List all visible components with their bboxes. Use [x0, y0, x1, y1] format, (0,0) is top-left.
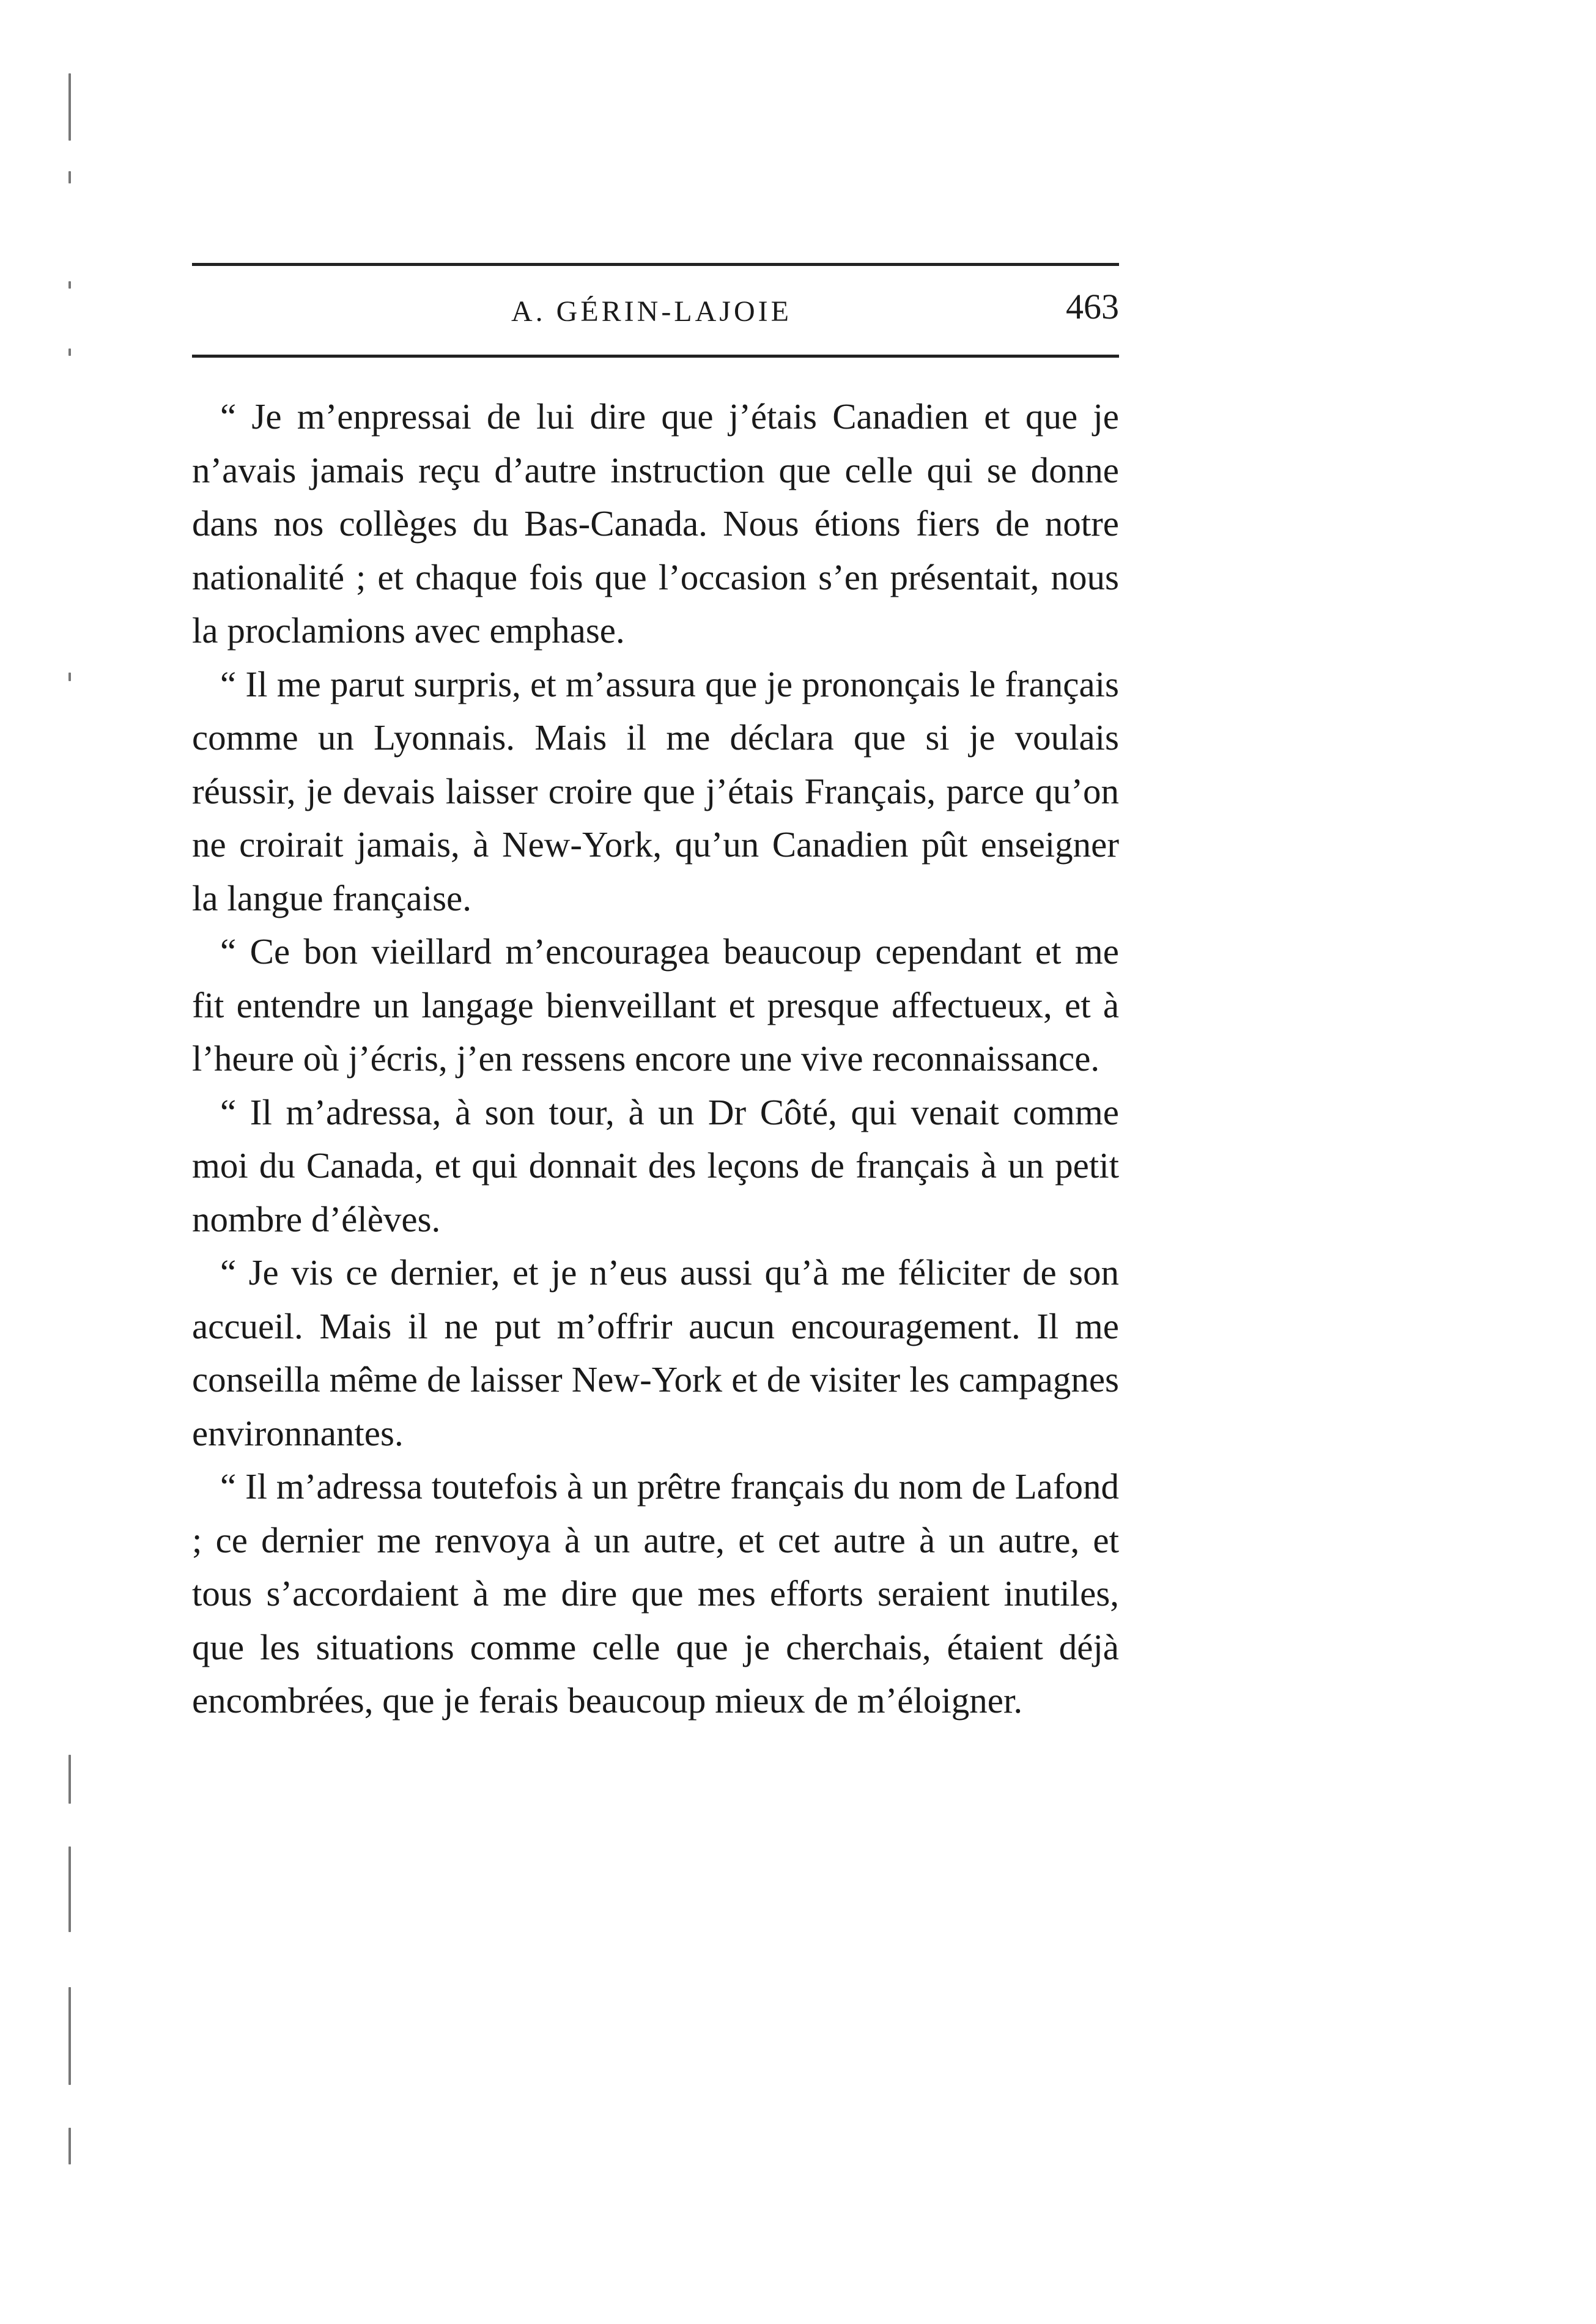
scan-speck — [68, 1846, 71, 1932]
paragraph: “ Il me parut surpris, et m’assura que je prononçais le français comme un Lyonnais. Mais il me déclara que si je voulais réussir, je devais laisser croire que j’étais Français, parce qu’on ne croirait jamais, à New-York, qu’un Canadien pût enseigner la langue française. — [192, 663, 1119, 918]
header-top-rule — [192, 263, 1119, 266]
scan-speck — [68, 1755, 71, 1804]
paragraph: “ Je vis ce dernier, et je n’eus aussi qu’à me féliciter de son accueil. Mais il ne put m’offrir aucun encouragement. Il me conseilla même de laisser New-York et de visiter les campagnes environnantes. — [192, 1252, 1119, 1453]
scan-speck — [68, 1987, 71, 2085]
scan-speck — [68, 281, 71, 289]
scan-speck — [68, 73, 71, 141]
scan-speck — [68, 349, 71, 356]
paragraph: “ Ce bon vieillard m’encouragea beaucoup cependant et me fit entendre un langage bienveillant et presque affectueux, et à l’heure où j’écris, j’en ressens encore une vive reconnaissance. — [192, 931, 1119, 1079]
body-text — [192, 390, 1119, 1728]
scan-speck — [68, 673, 71, 681]
paragraph: “ Il m’adressa, à son tour, à un Dr Côté, qui venait comme moi du Canada, et qui donnait des leçons de français à un petit nombre d’élèves. — [192, 1091, 1119, 1239]
paragraph: “ Il m’adressa toutefois à un prêtre français du nom de Lafond ; ce dernier me renvoya à un autre, et cet autre à un autre, et tous s’accordaient à me dire que mes efforts seraient inutiles, que les situations comme celle que je cherchais, étaient déjà encombrées, que je ferais beaucoup mieux de m’éloigner. — [192, 1466, 1119, 1721]
scan-speck — [68, 171, 71, 183]
paragraph: “ Je m’enpressai de lui dire que j’étais Canadien et que je n’avais jamais reçu d’autre instruction que celle qui se donne dans nos collèges du Bas-Canada. Nous étions fiers de notre nationalité ; et chaque fois que l’occasion s’en présentait, nous la proclamions avec emphase. — [192, 396, 1119, 651]
running-title: A. GÉRIN-LAJOIE — [511, 295, 792, 328]
header-bottom-rule — [192, 355, 1119, 358]
scan-speck — [68, 2128, 71, 2164]
page-number: 463 — [1066, 287, 1119, 326]
